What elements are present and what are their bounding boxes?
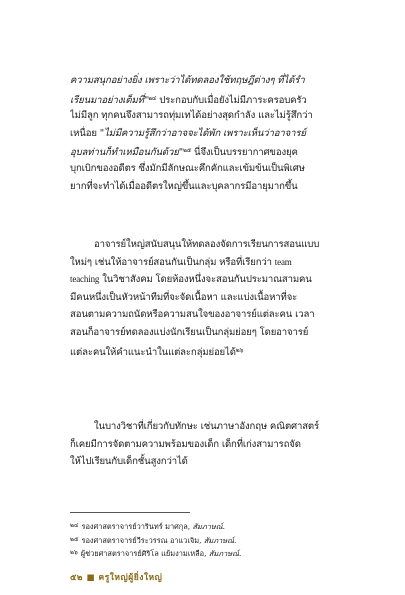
- footnote-number: ๒๖: [70, 549, 78, 557]
- text-segment: ในบางวิชาที่เกี่ยวกับทักษะ เช่นภาษาอังกฤษ คณิตศาสตร์: [94, 421, 319, 432]
- text-segment: อุบลท่านก็ทำเหมือนกันด้วย: [70, 147, 179, 159]
- text-segment: ยากที่จะทำได้เมื่ออดีตรใหญ่ขึ้นและบุคลากรมีอายุมากขึ้น: [70, 180, 298, 192]
- paragraph-1: [70, 72, 370, 195]
- text-segment: สอนก็อาจารย์ทดลองแบ่งนักเรียนเป็นกลุ่มย่อยๆ โดยอาจารย์: [70, 326, 309, 338]
- footnote-number: ๒๕: [70, 535, 79, 543]
- text-segment: มีคนหนึ่งเป็นหัวหน้าทีมที่จะจัดเนื้อหา และแบ่งเนื้อหาที่จะ: [70, 291, 298, 303]
- footnote-26: [70, 547, 370, 561]
- footnote-divider: [70, 512, 190, 513]
- folio-separator: ■: [86, 573, 96, 583]
- text-segment: "ไม่มีความรู้สึกว่าอาจจะได้พัก เพราะเห็นว่าอาจารย์: [99, 127, 306, 139]
- page-number: ๕๒: [70, 573, 84, 583]
- text-segment: ประกอบกับเมื่อยังไม่มีภาระครอบครัว: [156, 94, 307, 106]
- text-line: [70, 306, 370, 324]
- text-segment: ใหม่ๆ เช่นให้อาจารย์สอนกันเป็นกลุ่ม หรือที่เรียกว่า: [70, 256, 275, 268]
- footnotes: [70, 520, 370, 561]
- text-line: [70, 160, 370, 178]
- text-line: [70, 289, 370, 307]
- text-line: [70, 254, 370, 272]
- text-segment: เรียนมาอย่างเต็มที่: [70, 94, 144, 106]
- text-line: [70, 324, 370, 342]
- footnote-24: [70, 520, 370, 534]
- text-segment: เหนื่อย: [70, 127, 100, 139]
- footnote-25: [70, 534, 370, 548]
- text-line: [70, 342, 370, 360]
- text-segment: อาจารย์ใหญ่สนับสนุนให้ทดลองจัดการเรียนการสอนแบบ: [94, 239, 320, 250]
- text-segment: team: [274, 256, 292, 267]
- footnote-ref: ๒๔: [148, 94, 157, 102]
- footnote-text: ผู้ช่วยศาสตราจารย์ศิริโล แย้มงามเหลือ,: [80, 549, 209, 559]
- footnote-source: สัมภาษณ์.: [208, 549, 242, 559]
- text-segment: ": [143, 94, 149, 106]
- text-segment: ": [178, 147, 183, 159]
- text-line: [70, 236, 370, 254]
- text-segment: teaching: [70, 274, 100, 285]
- text-segment: ในวิชาสังคม โดยห้องหนึ่งจะสอนกันประมาณสามคน: [99, 274, 312, 286]
- text-line: [70, 142, 370, 160]
- footnote-text: รองศาสตราจารย์วีระวรรณ อาแวเจิม,: [81, 535, 204, 545]
- footnote-source: สัมภาษณ์.: [203, 535, 237, 545]
- running-title: ครูใหญ่ผู้ยิ่งใหญ่: [98, 573, 163, 583]
- footnote-source: สัมภาษณ์.: [192, 522, 225, 531]
- footnote-ref: ๒๖: [235, 346, 244, 354]
- paragraph-2: [70, 236, 370, 359]
- text-line: [70, 125, 370, 143]
- footnote-text: รองศาสตราจารย์วารินทร์ มาศกุล,: [81, 522, 193, 531]
- footnote-number: ๒๔: [70, 522, 79, 529]
- text-segment: ไม่มีลูก ทุกคนจึงสามารถทุ่มเทได้อย่างสุดกำลัง และไม่รู้สึกว่า: [70, 110, 313, 122]
- text-segment: ก็เคยมีการจัดตามความพร้อมของเด็ก เด็กที่เก่งสามารถจัด: [70, 438, 301, 450]
- text-line: [70, 107, 370, 125]
- text-line: [70, 453, 370, 471]
- paragraph-3: [70, 418, 370, 471]
- text-line: [70, 72, 370, 90]
- text-line: [70, 90, 370, 108]
- text-segment: นี่จึงเป็นบรรยากาศของยุค: [191, 147, 298, 159]
- text-segment: สอนตามความถนัดหรือความสนใจของอาจารย์แต่ละคน เวลา: [70, 309, 315, 321]
- text-line: [70, 418, 370, 436]
- footnote-ref: ๒๕: [182, 147, 192, 155]
- text-segment: แต่ละคนให้คำแนะนำในแต่ละกลุ่มย่อยได้: [70, 346, 236, 358]
- text-segment: ให้ไปเรียนกับเด็กชั้นสูงกว่าได้: [70, 456, 188, 468]
- text-segment: ความสนุกอย่างยิ่ง เพราะว่าได้ทดลองใช้ทฤษฎีต่างๆ ที่ได้รำ: [70, 75, 305, 86]
- text-segment: บุกเบิกของอดีตร ซึ่งมักมีลักษณะคึกคักและเข้มข้นเป็นพิเศษ: [70, 162, 305, 174]
- text-line: [70, 436, 370, 454]
- page-folio: [70, 570, 162, 584]
- text-line: [70, 178, 370, 196]
- text-line: [70, 271, 370, 289]
